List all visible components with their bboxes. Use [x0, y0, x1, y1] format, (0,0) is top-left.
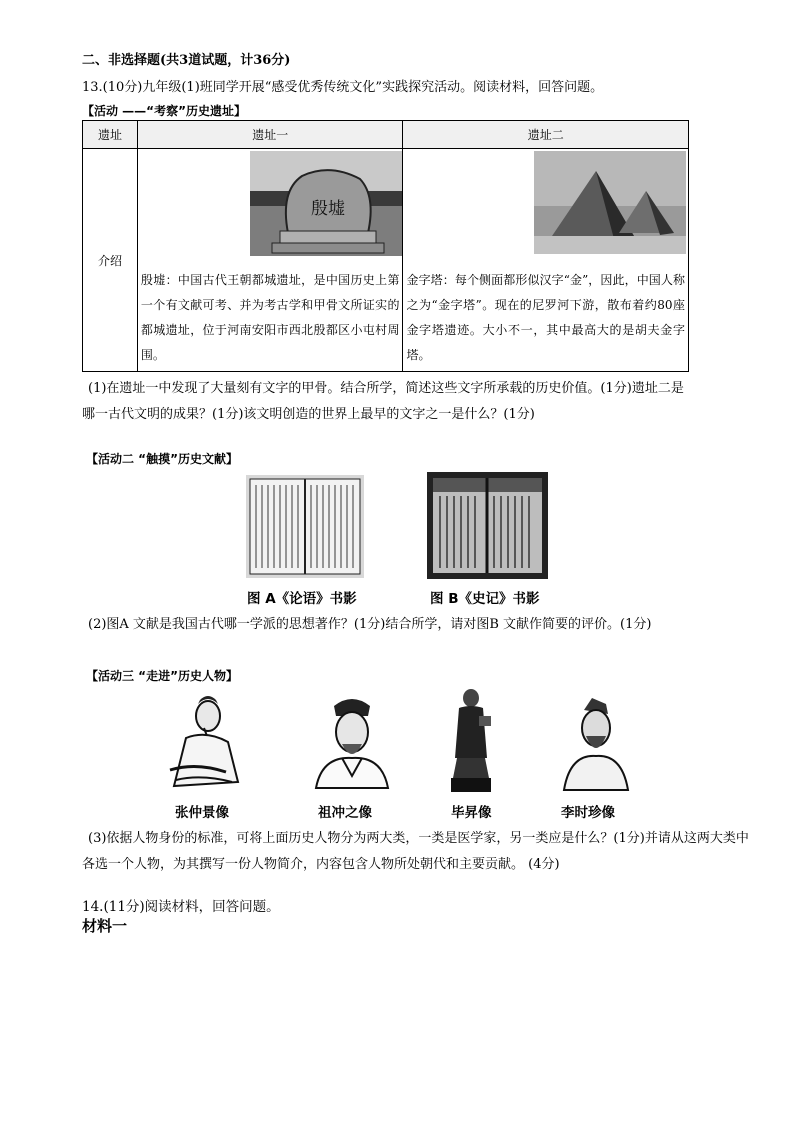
portrait-caption-4: 李时珍像 — [561, 805, 615, 821]
yinxu-stone-photo — [250, 151, 402, 256]
activity-2-title: 【活动二 “触摸”历史文献】 — [86, 452, 238, 466]
portrait-caption-2: 祖冲之像 — [318, 805, 372, 821]
zhang-zhongjing-portrait — [166, 692, 246, 790]
shiji-book-image — [427, 472, 548, 579]
row-label-intro: 介绍 — [83, 149, 138, 372]
bi-sheng-statue — [445, 686, 497, 794]
li-shizhen-portrait — [562, 694, 630, 792]
material-1-title: 材料一 — [82, 917, 128, 935]
figure-a-caption: 图 A《论语》书影 — [247, 591, 357, 607]
question-13-part3: (3)依据人物身份的标准，可将上面历史人物分为两大类，一类是医学家，另一类应是什么？(1分)并请从这两大类中各选一个人物，为其撰写一份人物简介，内容包含人物所处朝代和主要贡献。 (4分) — [82, 831, 749, 872]
question-14-intro: 14.(11分)阅读材料，回答问题。 — [82, 899, 280, 915]
portrait-caption-3: 毕昇像 — [451, 805, 492, 821]
pyramid-photo — [534, 151, 686, 254]
site1-cell — [137, 149, 403, 372]
table-header-site2: 遗址二 — [403, 121, 689, 149]
table-header-site: 遗址 — [83, 121, 138, 149]
site2-cell — [403, 149, 689, 372]
activity-3-title: 【活动三 “走进”历史人物】 — [86, 669, 238, 683]
lunyu-book-image — [246, 475, 364, 578]
yinxu-stone-inscription: 殷墟 — [310, 199, 345, 219]
question-13-intro: 13.(10分)九年级(1)班同学开展“感受优秀传统文化”实践探究活动。阅读材料，回答问题。 — [82, 80, 604, 95]
table-header-site1: 遗址一 — [137, 121, 403, 149]
site1-description: 殷墟：中国古代王朝都城遗址，是中国历史上第一个有文献可考、并为考古学和甲骨文所证实的都城遗址，位于河南安阳市西北殷都区小屯村周围。 — [140, 273, 400, 362]
section-title: 二、非选择题(共3道试题，计36分) — [82, 53, 291, 68]
sites-table — [82, 120, 689, 372]
activity-1-title: 【活动 ——“考察”历史遗址】 — [82, 104, 246, 118]
figure-b-caption: 图 B《史记》书影 — [430, 591, 540, 607]
site2-description: 金字塔：每个侧面都形似汉字“金”，因此，中国人称之为“金字塔”。现在的尼罗河下游，散布着约80座金字塔遗迹。大小不一，其中最高大的是胡夫金字塔。 — [406, 273, 685, 362]
question-13-part2: (2)图A 文献是我国古代哪一学派的思想著作？(1分)结合所学，请对图B 文献作简要的评价。(1分) — [88, 617, 652, 632]
question-13-part1: (1)在遗址一中发现了大量刻有文字的甲骨。结合所学，简述这些文字所承载的历史价值。(1分)遗址二是哪一古代文明的成果？(1分)该文明创造的世界上最早的文字之一是什么？(1分) — [82, 381, 684, 422]
zu-chongzhi-portrait — [312, 692, 392, 792]
portrait-caption-1: 张仲景像 — [175, 805, 229, 821]
